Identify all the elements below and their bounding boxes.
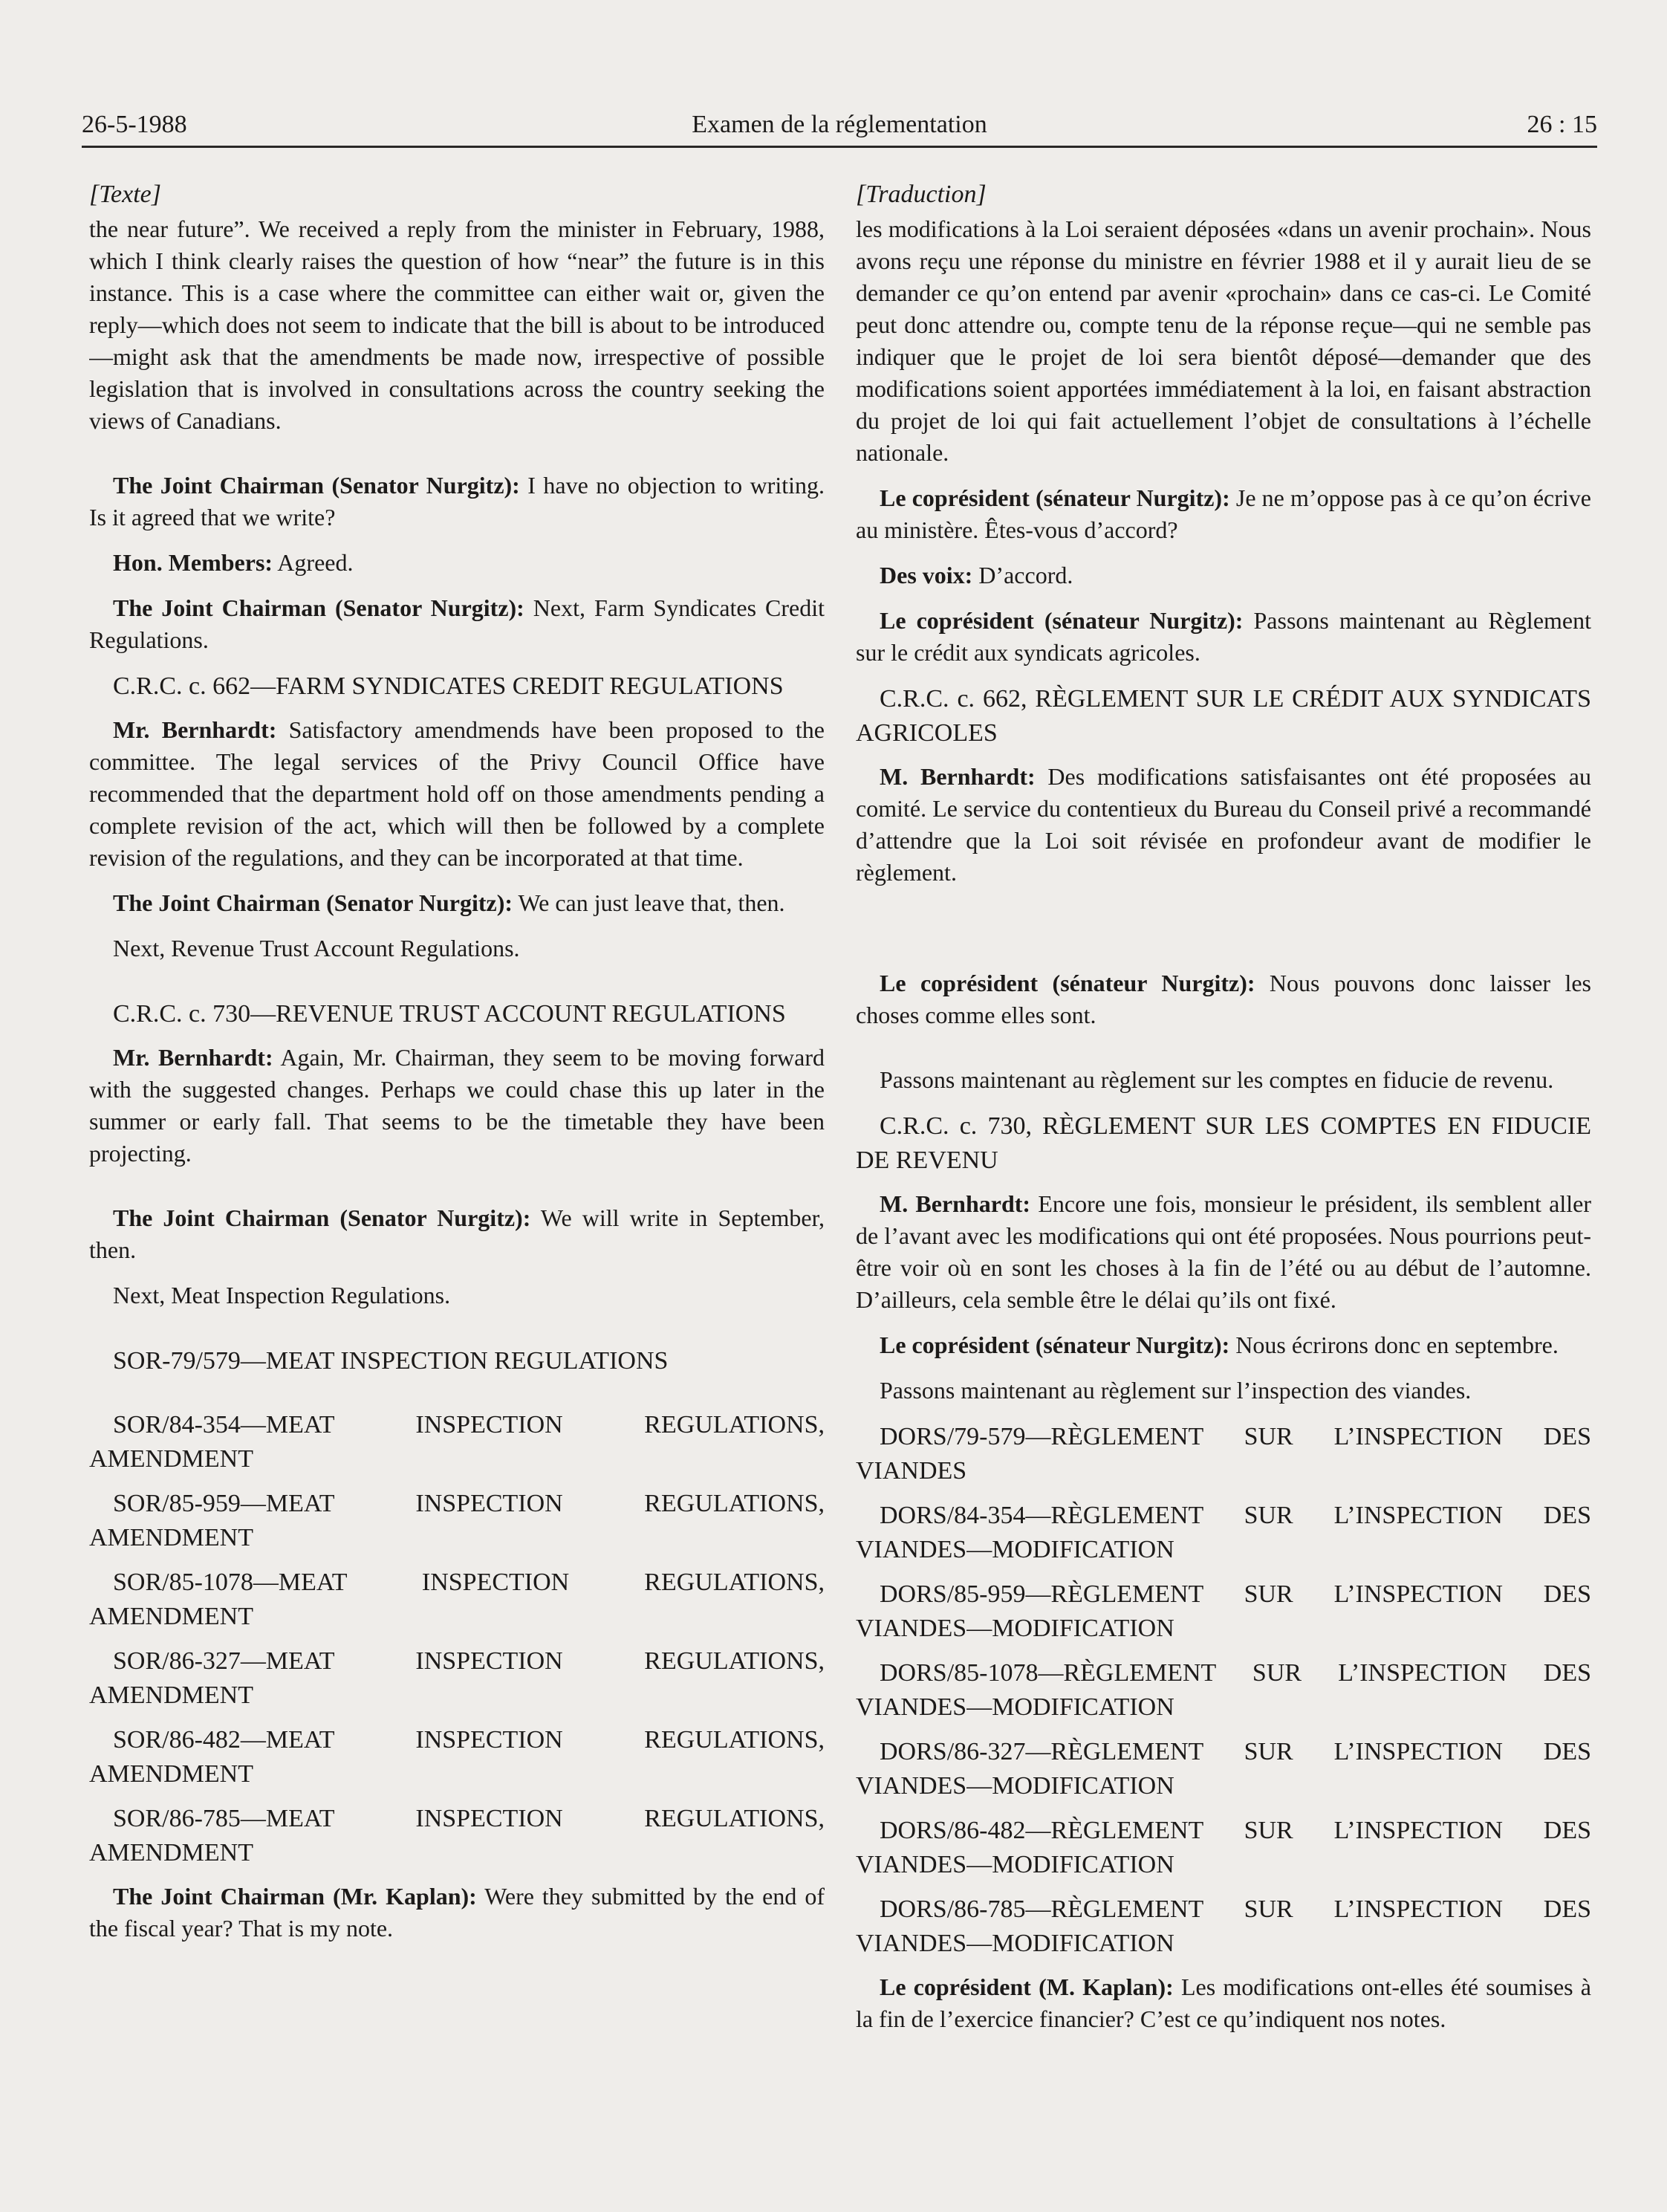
- speaker: M. Bernhardt:: [880, 1190, 1031, 1217]
- regulation-heading: SOR/86-327—MEAT INSPECTION REGULATIONS, AMENDMENT: [89, 1647, 825, 1709]
- speech: Encore une fois, monsieur le président, ils semblent aller de l’avant avec les modifications qui ont été proposées. Nous pourrions peut-être voir où en sont les choses à la fin de l’été ou au début de l’automne. D’ailleurs, cela semble être le délai qu’ils ont fixé.: [856, 1190, 1591, 1313]
- speaker: Des voix:: [880, 562, 973, 588]
- speech: Again, Mr. Chairman, they seem to be moving forward with the suggested changes. Perhaps we could chase this up later in the summer or early fall. That seems to be the timetable they have been projecting.: [89, 1044, 825, 1167]
- paragraph: Next, Revenue Trust Account Regulations.: [113, 935, 520, 961]
- speaker: Le coprésident (sénateur Nurgitz):: [880, 970, 1255, 996]
- paragraph: the near future”. We received a reply from the minister in February, 1988, which I think clearly raises the question of how “near” the future is in this instance. This is a case where the committee can either wait or, given the reply—which does not seem to indicate that the bill is about to be introduced—might ask that the amendments be made now, irrespective of possible legislation that is involved in consultations across the country seeking the views of Canadians.: [89, 215, 825, 434]
- paragraph: [89, 714, 825, 874]
- regulation-heading: DORS/86-482—RÈGLEMENT SUR L’INSPECTION DES VIANDES—MODIFICATION: [856, 1817, 1591, 1878]
- speech: Les modifications ont-elles été soumises à la fin de l’exercice financier? C’est ce qu’indiquent nos notes.: [856, 1973, 1591, 2032]
- paragraph: [856, 1188, 1591, 1316]
- speaker: M. Bernhardt:: [880, 763, 1036, 790]
- speaker: Le coprésident (M. Kaplan):: [880, 1973, 1174, 2000]
- speech: We can just leave that, then.: [513, 889, 785, 916]
- regulation-heading: SOR/84-354—MEAT INSPECTION REGULATIONS, AMENDMENT: [89, 1411, 825, 1473]
- speaker: Le coprésident (sénateur Nurgitz):: [880, 607, 1244, 634]
- french-column: [856, 178, 1591, 2066]
- paragraph: [856, 1329, 1591, 1361]
- paragraph: [856, 560, 1591, 591]
- paragraph: les modifications à la Loi seraient déposées «dans un avenir prochain». Nous avons reçu une réponse du ministre en février 1988 et il y aurait lieu de se demander ce qu’on entend par avenir «prochain» dans ce cas-ci. Le Comité peut donc attendre ou, compte tenu de la réponse reçue—qui ne semble pas indiquer que le projet de loi sera bientôt déposé—demander que des modifications soient apportées immédiatement à la loi, en faisant abstraction du projet de loi qui fait actuellement l’objet de consultations à l’échelle nationale.: [856, 215, 1591, 466]
- regulation-heading: C.R.C. c. 730—REVENUE TRUST ACCOUNT REGULATIONS: [113, 1000, 786, 1028]
- paragraph: [856, 1971, 1591, 2035]
- paragraph: [89, 547, 825, 579]
- speaker: The Joint Chairman (Senator Nurgitz):: [113, 1204, 531, 1231]
- regulation-heading: DORS/86-785—RÈGLEMENT SUR L’INSPECTION DES VIANDES—MODIFICATION: [856, 1895, 1591, 1957]
- speaker: The Joint Chairman (Senator Nurgitz):: [113, 472, 520, 499]
- speech: Passons maintenant au Règlement sur le crédit aux syndicats agricoles.: [856, 607, 1591, 666]
- speaker: Hon. Members:: [113, 549, 273, 576]
- paragraph: [856, 967, 1591, 1031]
- header-page-number: 26 : 15: [1527, 111, 1597, 138]
- regulation-heading: C.R.C. c. 662—FARM SYNDICATES CREDIT REGULATIONS: [113, 672, 784, 700]
- regulation-heading: SOR/85-959—MEAT INSPECTION REGULATIONS, AMENDMENT: [89, 1490, 825, 1551]
- column-label: [Texte]: [89, 181, 161, 208]
- paragraph: Passons maintenant au règlement sur les comptes en fiducie de revenu.: [880, 1066, 1554, 1093]
- paragraph: Passons maintenant au règlement sur l’inspection des viandes.: [880, 1377, 1472, 1404]
- paragraph: [89, 470, 825, 533]
- regulation-heading: DORS/79-579—RÈGLEMENT SUR L’INSPECTION DES VIANDES: [856, 1423, 1591, 1485]
- paragraph: Next, Meat Inspection Regulations.: [113, 1282, 451, 1308]
- paragraph: [89, 1881, 825, 1945]
- paragraph: [856, 605, 1591, 669]
- column-label: [Traduction]: [856, 181, 987, 208]
- paragraph: [89, 592, 825, 656]
- regulation-heading: DORS/85-959—RÈGLEMENT SUR L’INSPECTION DES VIANDES—MODIFICATION: [856, 1580, 1591, 1642]
- speech: Des modifications satisfaisantes ont été proposées au comité. Le service du contentieux du Bureau du Conseil privé a recommandé d’attendre que la Loi soit révisée en profondeur avant de modifier le règlement.: [856, 763, 1591, 886]
- speaker: The Joint Chairman (Mr. Kaplan):: [113, 1883, 477, 1910]
- regulation-heading: C.R.C. c. 662, RÈGLEMENT SUR LE CRÉDIT AUX SYNDICATS AGRICOLES: [856, 685, 1591, 747]
- speaker: Le coprésident (sénateur Nurgitz):: [880, 484, 1230, 511]
- english-column: [89, 178, 825, 2066]
- speech: Were they submitted by the end of the fiscal year? That is my note.: [89, 1883, 825, 1942]
- speaker: Mr. Bernhardt:: [113, 1044, 273, 1071]
- regulation-heading: DORS/85-1078—RÈGLEMENT SUR L’INSPECTION DES VIANDES—MODIFICATION: [856, 1659, 1591, 1721]
- speech: Je ne m’oppose pas à ce qu’on écrive au ministère. Êtes-vous d’accord?: [856, 484, 1591, 543]
- speech: Nous écrirons donc en septembre.: [1229, 1332, 1559, 1358]
- speech: I have no objection to writing. Is it agreed that we write?: [89, 472, 825, 531]
- paragraph: [89, 1042, 825, 1170]
- regulation-heading: SOR/85-1078—MEAT INSPECTION REGULATIONS, AMENDMENT: [89, 1569, 825, 1630]
- regulation-heading: DORS/86-327—RÈGLEMENT SUR L’INSPECTION DES VIANDES—MODIFICATION: [856, 1738, 1591, 1800]
- regulation-heading: DORS/84-354—RÈGLEMENT SUR L’INSPECTION DES VIANDES—MODIFICATION: [856, 1502, 1591, 1563]
- regulation-heading: SOR/86-785—MEAT INSPECTION REGULATIONS, AMENDMENT: [89, 1805, 825, 1866]
- paragraph: [856, 482, 1591, 546]
- speech: D’accord.: [972, 562, 1073, 588]
- speech: Nous pouvons donc laisser les choses comme elles sont.: [856, 970, 1591, 1028]
- speech: Satisfactory amendmends have been proposed to the committee. The legal services of the Privy Council Office have recommended that the department hold off on those amendments pending a complete revision of the act, which will then be followed by a complete revision of the regulations, and they can be incorporated at that time.: [89, 716, 825, 871]
- speaker: The Joint Chairman (Senator Nurgitz):: [113, 889, 513, 916]
- regulation-heading: SOR/86-482—MEAT INSPECTION REGULATIONS, AMENDMENT: [89, 1726, 825, 1788]
- header-date: 26-5-1988: [82, 111, 187, 138]
- paragraph: [856, 761, 1591, 889]
- regulation-heading: C.R.C. c. 730, RÈGLEMENT SUR LES COMPTES EN FIDUCIE DE REVENU: [856, 1112, 1591, 1174]
- speaker: Le coprésident (sénateur Nurgitz):: [880, 1332, 1230, 1358]
- speaker: The Joint Chairman (Senator Nurgitz):: [113, 594, 524, 621]
- speech: We will write in September, then.: [89, 1204, 825, 1263]
- speaker: Mr. Bernhardt:: [113, 716, 277, 743]
- header-title: Examen de la réglementation: [692, 111, 987, 138]
- paragraph: [89, 1202, 825, 1266]
- regulation-heading: SOR-79/579—MEAT INSPECTION REGULATIONS: [113, 1347, 669, 1375]
- speech: Agreed.: [273, 549, 354, 576]
- paragraph: [89, 887, 825, 919]
- speech: Next, Farm Syndicates Credit Regulations.: [89, 594, 825, 653]
- page-header: [82, 104, 1597, 148]
